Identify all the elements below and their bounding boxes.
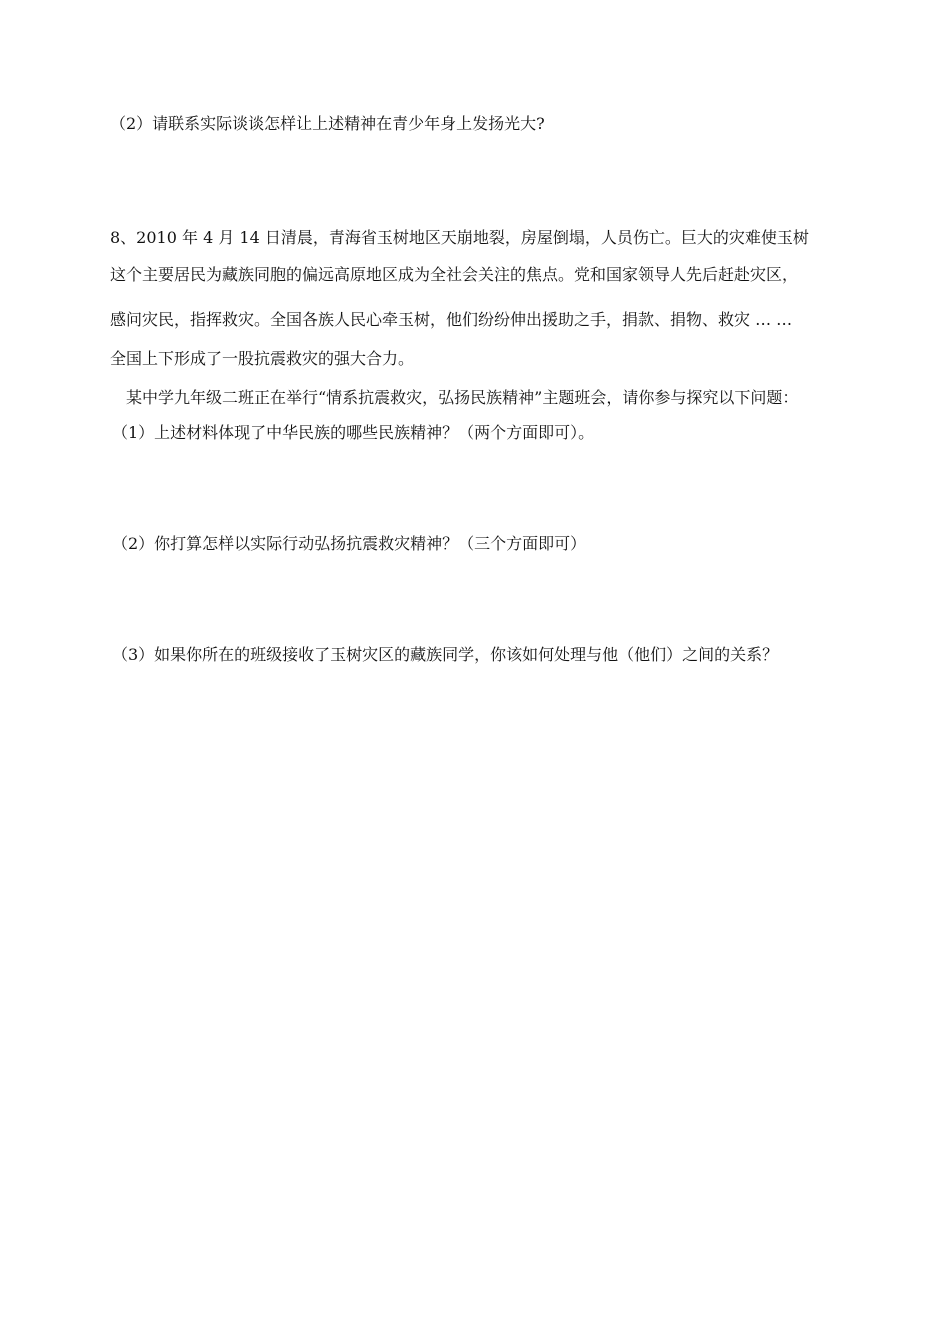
- question-8-part-2: （2）你打算怎样以实际行动弘扬抗震救灾精神？（三个方面即可）: [112, 534, 587, 553]
- question-8-passage-line-2: 这个主要居民为藏族同胞的偏远高原地区成为全社会关注的焦点。党和国家领导人先后赶赴灾区，: [110, 265, 799, 284]
- question-8-passage-line-3: 感问灾民，指挥救灾。全国各族人民心牵玉树，他们纷纷伸出援助之手，捐款、捐物、救灾 … …: [110, 310, 793, 329]
- question-8-part-1: （1）上述材料体现了中华民族的哪些民族精神？（两个方面即可）。: [112, 423, 595, 442]
- question-8-passage-line-1: 8、2010 年 4 月 14 日清晨，青海省玉树地区天崩地裂，房屋倒塌，人员伤亡。巨大的灾难使玉树: [110, 228, 809, 247]
- question-8-part-3: （3）如果你所在的班级接收了玉树灾区的藏族同学，你该如何处理与他（他们）之间的关系？: [112, 645, 779, 664]
- question-7-part-2: （2）请联系实际谈谈怎样让上述精神在青少年身上发扬光大?: [110, 114, 545, 133]
- question-8-intro: 某中学九年级二班正在举行“情系抗震救灾，弘扬民族精神”主题班会，请你参与探究以下问题：: [126, 388, 799, 407]
- question-8-passage-line-4: 全国上下形成了一股抗震救灾的强大合力。: [110, 349, 415, 368]
